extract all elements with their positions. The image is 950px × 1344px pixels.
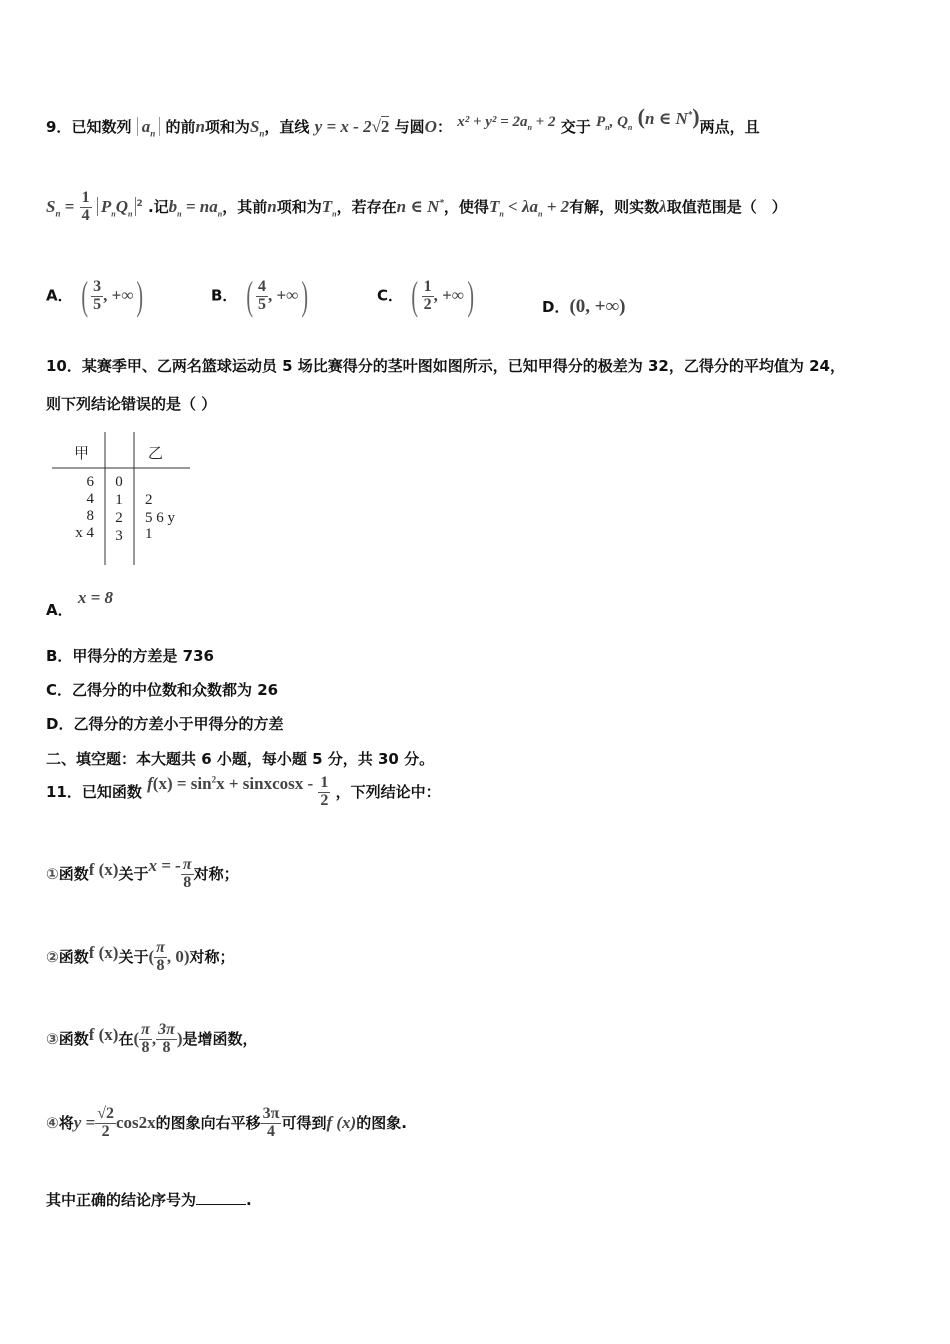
stem-2: 2 — [115, 510, 123, 526]
stem-leaf-plot — [50, 430, 195, 570]
header-jia: 甲 — [74, 446, 90, 462]
q9-line2: $S_n$ = $\frac{1}{4}$ $P_nQ_n^2$ .记$b_n = na_n$，其前n项和为$T_n$，若存在n ∈ N*，使得$T_n < \lambda a_n + 2$有解，则实数λ取值范围是（ ） — [46, 189, 787, 224]
q11-item-4: ④将y = $\frac{√2}{2}$ cos2x的图象向右平移 $\frac{3\pi}{4}$ 可得到f (x)的图象. — [46, 1105, 407, 1140]
q10-line2: 则下列结论错误的是（ ） — [46, 395, 217, 413]
circled-four: ④ — [46, 1113, 59, 1132]
q10-option-d[interactable]: D．乙得分的方差小于甲得分的方差 — [46, 715, 284, 733]
right-leaf-3: 1 — [145, 526, 153, 542]
q10-line1: 10．某赛季甲、乙两名篮球运动员 5 场比赛得分的茎叶图如图所示，已知甲得分的极差为 32，乙得分的平均值为 24， — [46, 357, 845, 375]
q10-option-b[interactable]: B．甲得分的方差是 736 — [46, 647, 214, 665]
left-leaf-3: x 4 — [75, 525, 94, 541]
answer-line: 其中正确的结论序号为 . — [46, 1191, 252, 1209]
right-leaf-1: 2 — [145, 492, 153, 508]
circled-three: ③ — [46, 1029, 59, 1048]
q11-item-2: ②函数f (x)关于( $\frac{\pi}{8}$ , 0)对称； — [46, 939, 235, 974]
header-yi: 乙 — [148, 446, 164, 462]
q9-option-c[interactable]: C． ( $\frac{1}{2}$ , +∞) — [377, 273, 474, 318]
left-leaf-1: 4 — [86, 491, 94, 507]
q9-option-b[interactable]: B． ( $\frac{4}{5}$ , +∞) — [211, 273, 309, 318]
q9-line1: 9．已知数列 $a_n$ 的前n项和为$S_n$，直线 y = x - 2√2 与圆O： $x^2 + y^2 = 2a_n + 2$ 交于 $P_n$, $Q_n$ (n ∈ N*)两点，且 — [46, 104, 760, 139]
q10-option-a[interactable]: A． x = 8 — [46, 588, 114, 619]
q11-stem: 11．已知函数 $f(x) = \sin^2x$ + sinxcosx - $\frac{1}{2}$ ，下列结论中： — [46, 773, 441, 809]
circle-equation: $x^2 + y^2 = 2a_n + 2$ — [457, 114, 556, 132]
q11-item-3: ③函数f (x)在( $\frac{\pi}{8}$ , $\frac{3\pi}{8}$ )是增函数， — [46, 1021, 258, 1056]
q9-option-d[interactable]: D．(0, +∞) — [542, 296, 626, 317]
line-equation: y = x - 2√2 — [314, 117, 390, 136]
one-quarter: $\frac{1}{4}$ — [81, 189, 90, 224]
stem-3: 3 — [115, 528, 123, 544]
q10-option-c[interactable]: C．乙得分的中位数和众数都为 26 — [46, 681, 279, 699]
q11-item-1: ①函数f (x)关于x = - $\frac{\pi}{8}$ 对称； — [46, 855, 239, 891]
q9-option-a[interactable]: A． ( $\frac{3}{5}$ , +∞) — [46, 273, 144, 318]
left-leaf-2: 8 — [86, 508, 94, 524]
circled-two: ② — [46, 947, 59, 966]
left-leaf-0: 6 — [86, 474, 94, 490]
stem-0: 0 — [115, 474, 123, 490]
answer-blank[interactable] — [196, 1190, 246, 1205]
right-leaf-2: 5 6 y — [145, 510, 175, 526]
circled-one: ① — [46, 864, 59, 883]
q9-number: 9． — [46, 118, 72, 136]
stem-1: 1 — [115, 492, 123, 508]
section-title: 二、填空题：本大题共 6 小题，每小题 5 分，共 30 分。 — [46, 750, 435, 768]
